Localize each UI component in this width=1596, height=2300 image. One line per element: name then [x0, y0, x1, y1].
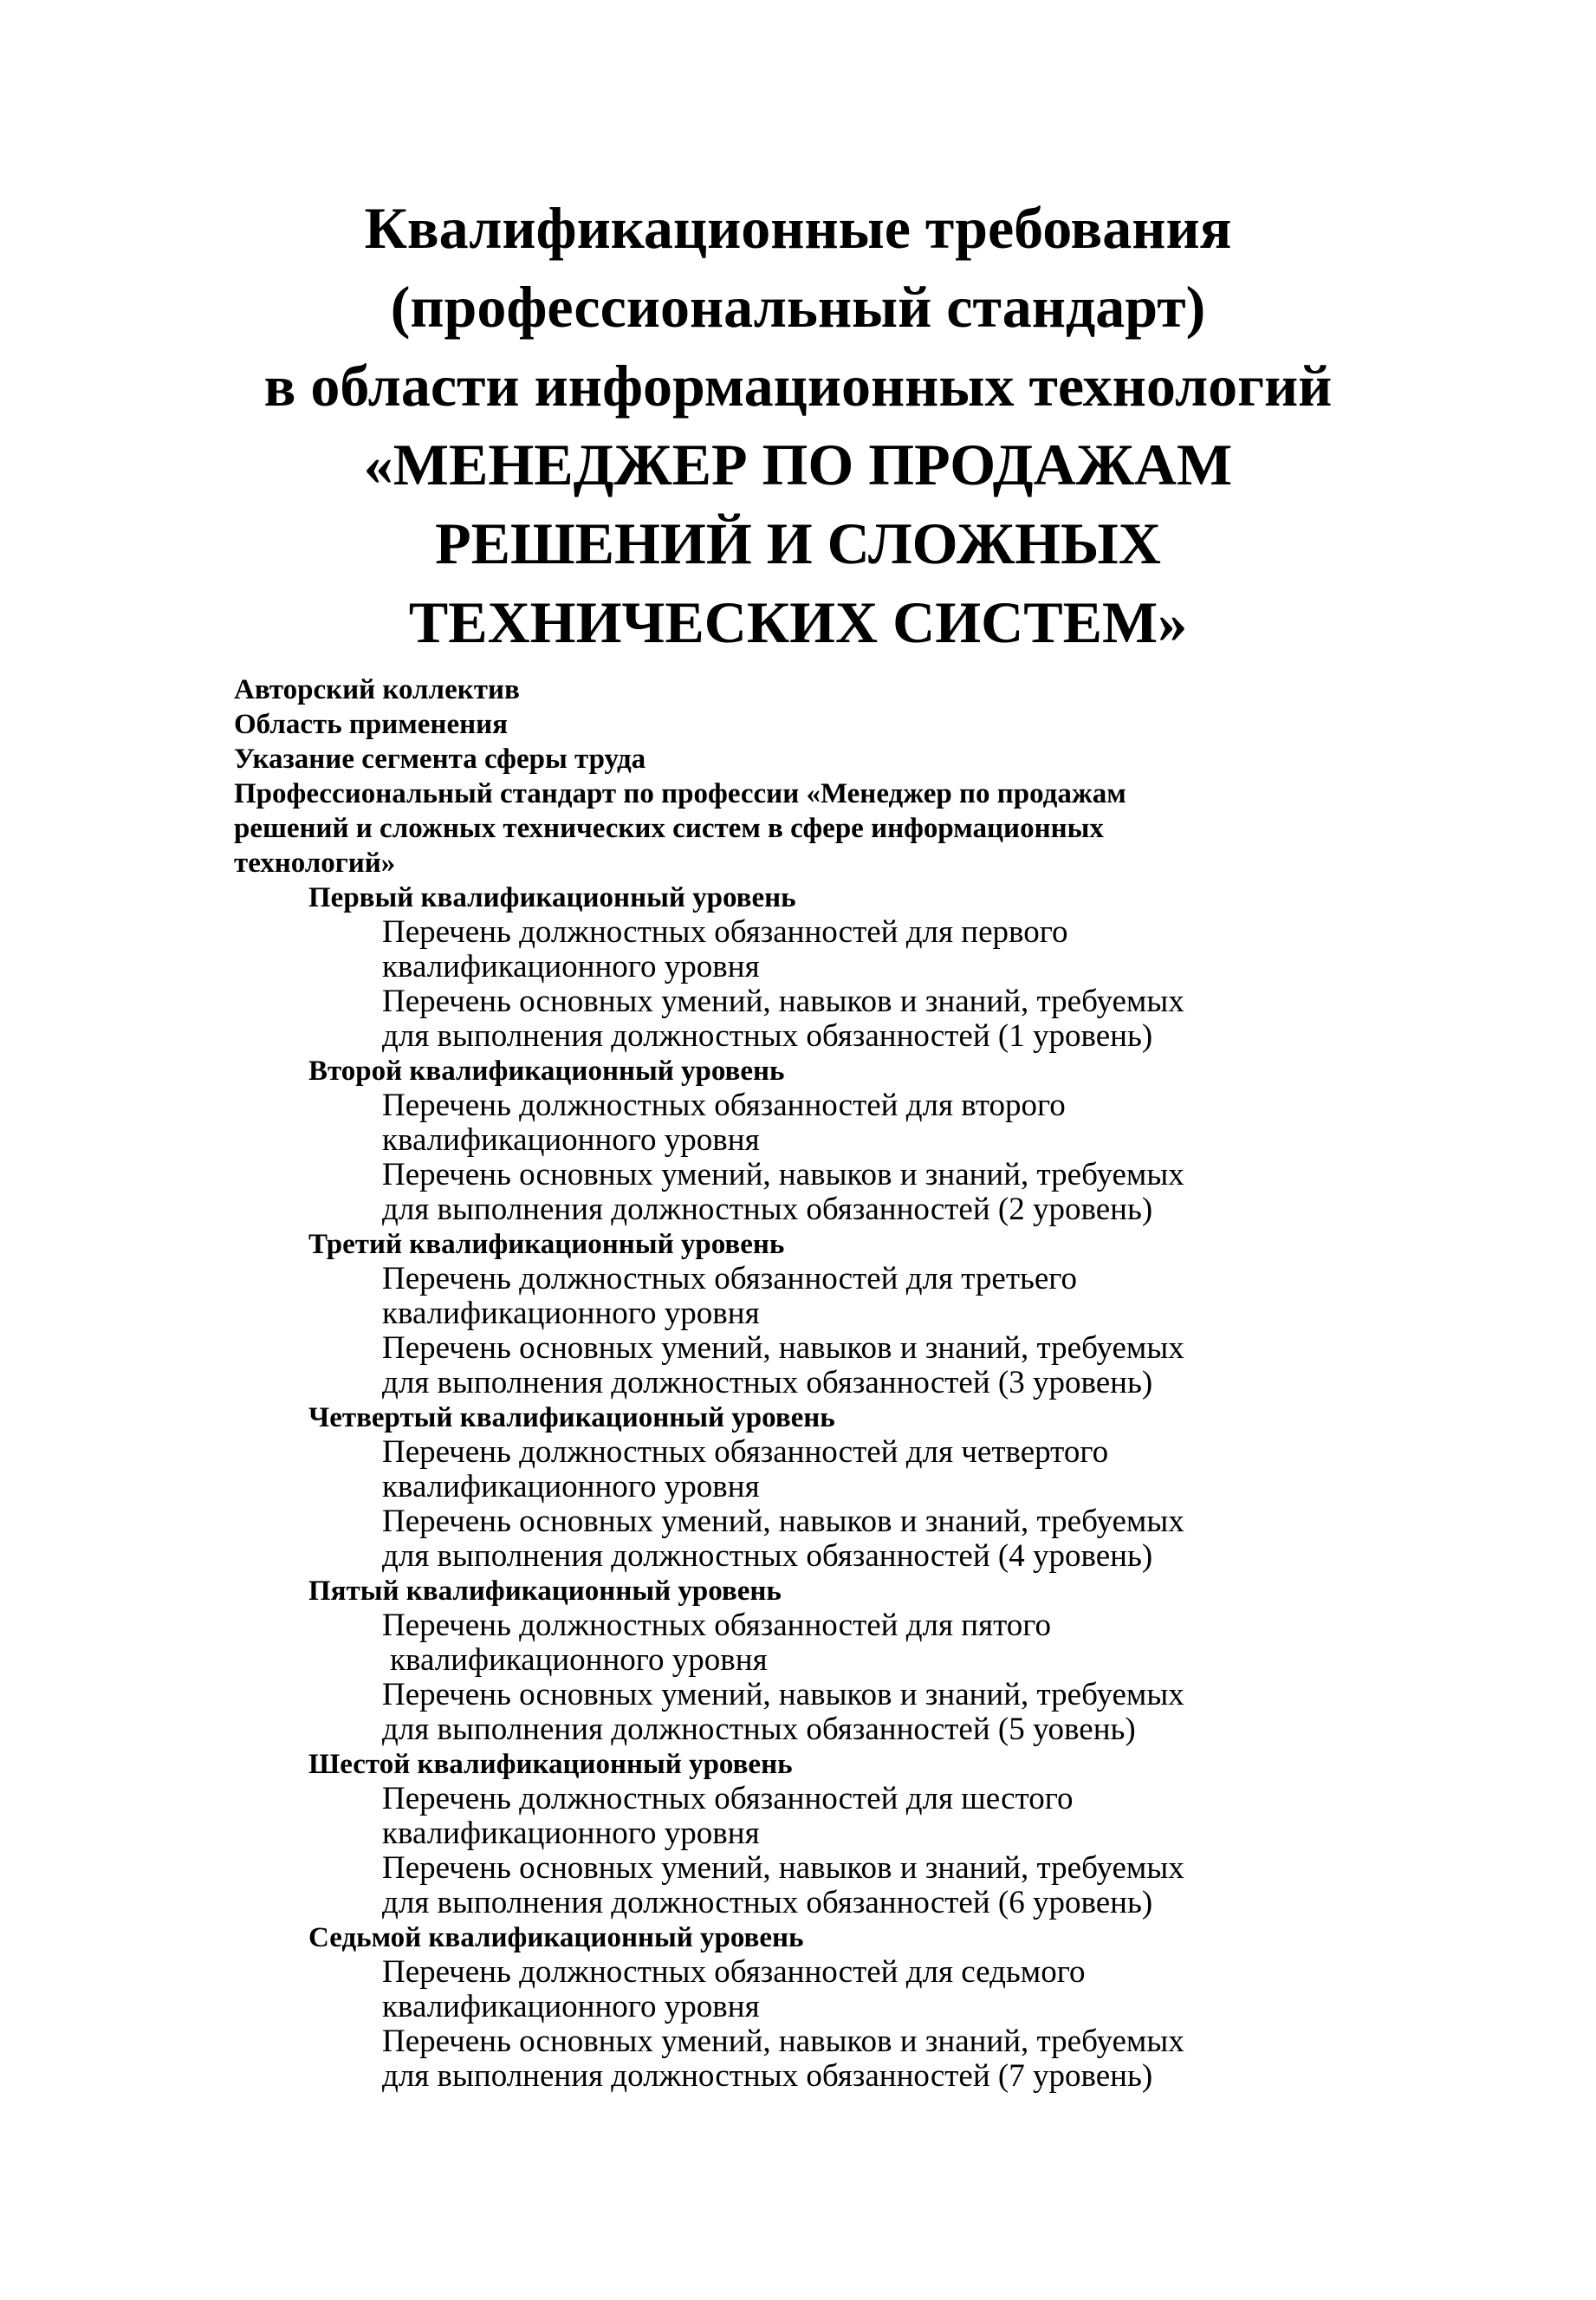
toc-level-item: квалификационного уровня — [382, 1469, 760, 1504]
toc-level-item: Перечень основных умений, навыков и знаний, требуемых — [382, 1504, 1184, 1539]
toc-level-heading: Шестой квалификационный уровень — [308, 1749, 793, 1780]
toc-section-scope: Область применения — [234, 709, 508, 740]
toc-level-item: для выполнения должностных обязанностей (3 уровень) — [382, 1365, 1153, 1400]
toc-standard-heading-line: Профессиональный стандарт по профессии «Менеджер по продажам — [234, 778, 1126, 809]
toc-level-item: Перечень должностных обязанностей для пятого — [382, 1608, 1052, 1643]
toc-level-heading: Второй квалификационный уровень — [308, 1056, 785, 1087]
title-line: ТЕХНИЧЕСКИХ СИСТЕМ» — [408, 589, 1188, 655]
toc-level-item: Перечень должностных обязанностей для третьего — [382, 1261, 1078, 1296]
toc-level-item: для выполнения должностных обязанностей (1 уровень) — [382, 1018, 1153, 1054]
toc-standard-heading-line: решений и сложных технических систем в сфере информационных — [234, 813, 1104, 844]
toc-level-item: для выполнения должностных обязанностей (7 уровень) — [382, 2058, 1153, 2094]
toc-level-item: Перечень основных умений, навыков и знаний, требуемых — [382, 1157, 1184, 1192]
toc-level-item: для выполнения должностных обязанностей (4 уровень) — [382, 1538, 1153, 1574]
toc-level-item: Перечень должностных обязанностей для первого — [382, 914, 1068, 950]
toc-level-item: для выполнения должностных обязанностей (6 уровень) — [382, 1885, 1153, 1920]
toc-level-item: Перечень должностных обязанностей для седьмого — [382, 1954, 1086, 1990]
toc-level-item: квалификационного уровня — [382, 1816, 760, 1851]
document-title — [0, 189, 1596, 662]
toc-section-authors: Авторский коллектив — [234, 674, 520, 705]
toc-level-heading: Четвертый квалификационный уровень — [308, 1402, 835, 1433]
toc-level-item: Перечень основных умений, навыков и знаний, требуемых — [382, 2024, 1184, 2059]
toc-level-item: для выполнения должностных обязанностей (5 уовень) — [382, 1712, 1136, 1747]
toc-level-item: квалификационного уровня — [382, 1122, 760, 1158]
title-line: (профессиональный стандарт) — [390, 274, 1206, 340]
toc-level-item: квалификационного уровня — [390, 1642, 768, 1678]
toc-level-item: Перечень должностных обязанностей для четвертого — [382, 1434, 1109, 1470]
toc-level-heading: Седьмой квалификационный уровень — [308, 1922, 804, 1953]
toc-level-item: Перечень основных умений, навыков и знаний, требуемых — [382, 1330, 1184, 1366]
table-of-contents — [234, 672, 1447, 2094]
toc-standard-heading-line: технологий» — [234, 848, 396, 879]
title-line: Квалификационные требования — [364, 195, 1232, 261]
toc-level-item: Перечень основных умений, навыков и знаний, требуемых — [382, 1850, 1184, 1886]
title-line: «МЕНЕДЖЕР ПО ПРОДАЖАМ — [363, 432, 1233, 497]
toc-level-item: квалификационного уровня — [382, 949, 760, 984]
toc-level-item: Перечень должностных обязанностей для шестого — [382, 1781, 1074, 1816]
title-line: РЕШЕНИЙ И СЛОЖНЫХ — [435, 510, 1161, 576]
toc-section-labor-segment: Указание сегмента сферы труда — [234, 744, 646, 775]
toc-level-item: Перечень основных умений, навыков и знаний, требуемых — [382, 1677, 1184, 1712]
toc-level-heading: Первый квалификационный уровень — [308, 882, 796, 913]
toc-level-heading: Пятый квалификационный уровень — [308, 1576, 782, 1607]
toc-level-item: Перечень основных умений, навыков и знаний, требуемых — [382, 984, 1184, 1019]
toc-level-item: квалификационного уровня — [382, 1296, 760, 1331]
toc-level-item: Перечень должностных обязанностей для второго — [382, 1088, 1066, 1123]
toc-level-item: для выполнения должностных обязанностей (2 уровень) — [382, 1192, 1153, 1227]
title-line: в области информационных технологий — [263, 353, 1333, 419]
toc-level-item: квалификационного уровня — [382, 1989, 760, 2024]
toc-level-heading: Третий квалификационный уровень — [308, 1229, 785, 1260]
